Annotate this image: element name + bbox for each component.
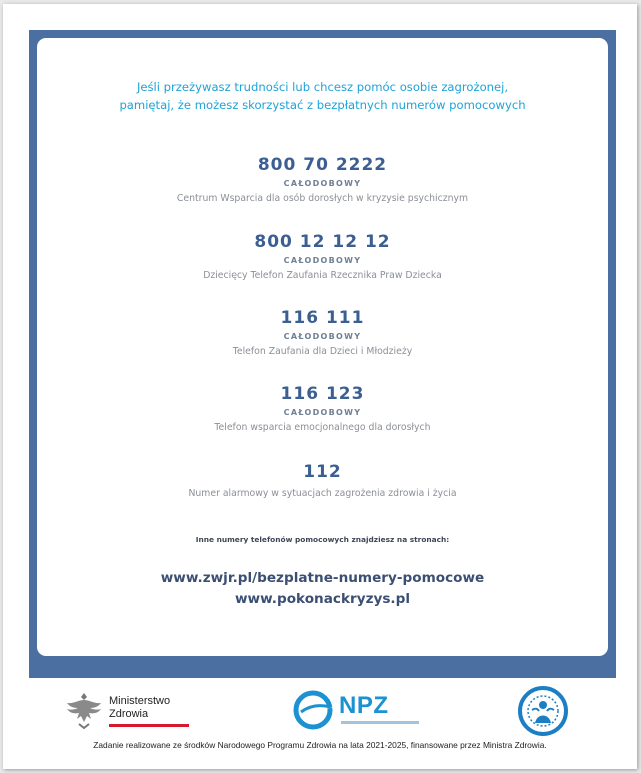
poster-sheet	[3, 4, 637, 769]
helpline-number[interactable]: 800 70 2222	[257, 155, 388, 175]
helpline-entry	[37, 155, 608, 206]
funding-credit: Zadanie realizowane ze środków Narodowego Programu Zdrowia na lata 2021-2025, finansowane przez Ministra Zdrowia.	[93, 740, 547, 750]
helpline-number[interactable]: 112	[303, 462, 342, 482]
helpline-description: Dziecięcy Telefon Zaufania Rzecznika Praw Dziecka	[203, 270, 442, 281]
helpline-card	[37, 38, 608, 656]
helpline-entry	[37, 462, 608, 501]
poster-frame	[29, 30, 616, 678]
helpline-badge: CAŁODOBOWY	[283, 179, 362, 188]
helpline-description: Telefon wsparcia emocjonalnego dla dorosłych	[214, 422, 431, 433]
helpline-entry	[37, 384, 608, 435]
helpline-number[interactable]: 116 111	[280, 308, 365, 328]
ministry-line-1: Ministerstwo	[109, 695, 171, 707]
ipin-emblem-icon	[518, 686, 568, 736]
ministry-underline	[109, 724, 189, 727]
institute-logo	[518, 686, 568, 736]
intro-line-1: Jeśli przeżywasz trudności lub chcesz pomóc osobie zagrożonej,	[136, 80, 509, 94]
helpline-description: Numer alarmowy w sytuacjach zagrożenia zdrowia i życia	[188, 488, 457, 499]
website-links	[37, 568, 608, 610]
sponsor-logos	[3, 684, 637, 736]
npz-wordmark: NPZ	[339, 692, 389, 719]
npz-logo	[293, 688, 423, 732]
helpline-entry	[37, 308, 608, 359]
ministry-logo	[65, 690, 205, 732]
ministry-name	[109, 695, 170, 721]
npz-subtitle-bar	[341, 721, 419, 724]
ministry-line-2: Zdrowia	[109, 708, 149, 720]
eagle-emblem-icon	[65, 690, 103, 730]
more-numbers-note: Inne numery telefonów pomocowych znajdziesz na stronach:	[195, 535, 450, 544]
helpline-description: Centrum Wsparcia dla osób dorosłych w kryzysie psychicznym	[176, 193, 469, 204]
helpline-badge: CAŁODOBOWY	[283, 408, 362, 417]
helpline-number[interactable]: 116 123	[280, 384, 365, 404]
helpline-entry	[37, 232, 608, 283]
link-pokonackryzys[interactable]: www.pokonackryzys.pl	[235, 591, 410, 607]
intro-line-2: pamiętaj, że możesz skorzystać z bezpłatnych numerów pomocowych	[119, 98, 526, 112]
helpline-number[interactable]: 800 12 12 12	[254, 232, 391, 252]
helpline-badge: CAŁODOBOWY	[283, 256, 362, 265]
link-zwjr[interactable]: www.zwjr.pl/bezplatne-numery-pomocowe	[160, 570, 485, 586]
intro-text	[37, 78, 608, 114]
npz-swirl-icon	[293, 690, 337, 730]
helpline-badge: CAŁODOBOWY	[283, 332, 362, 341]
helpline-description: Telefon Zaufania dla Dzieci i Młodzieży	[232, 346, 413, 357]
